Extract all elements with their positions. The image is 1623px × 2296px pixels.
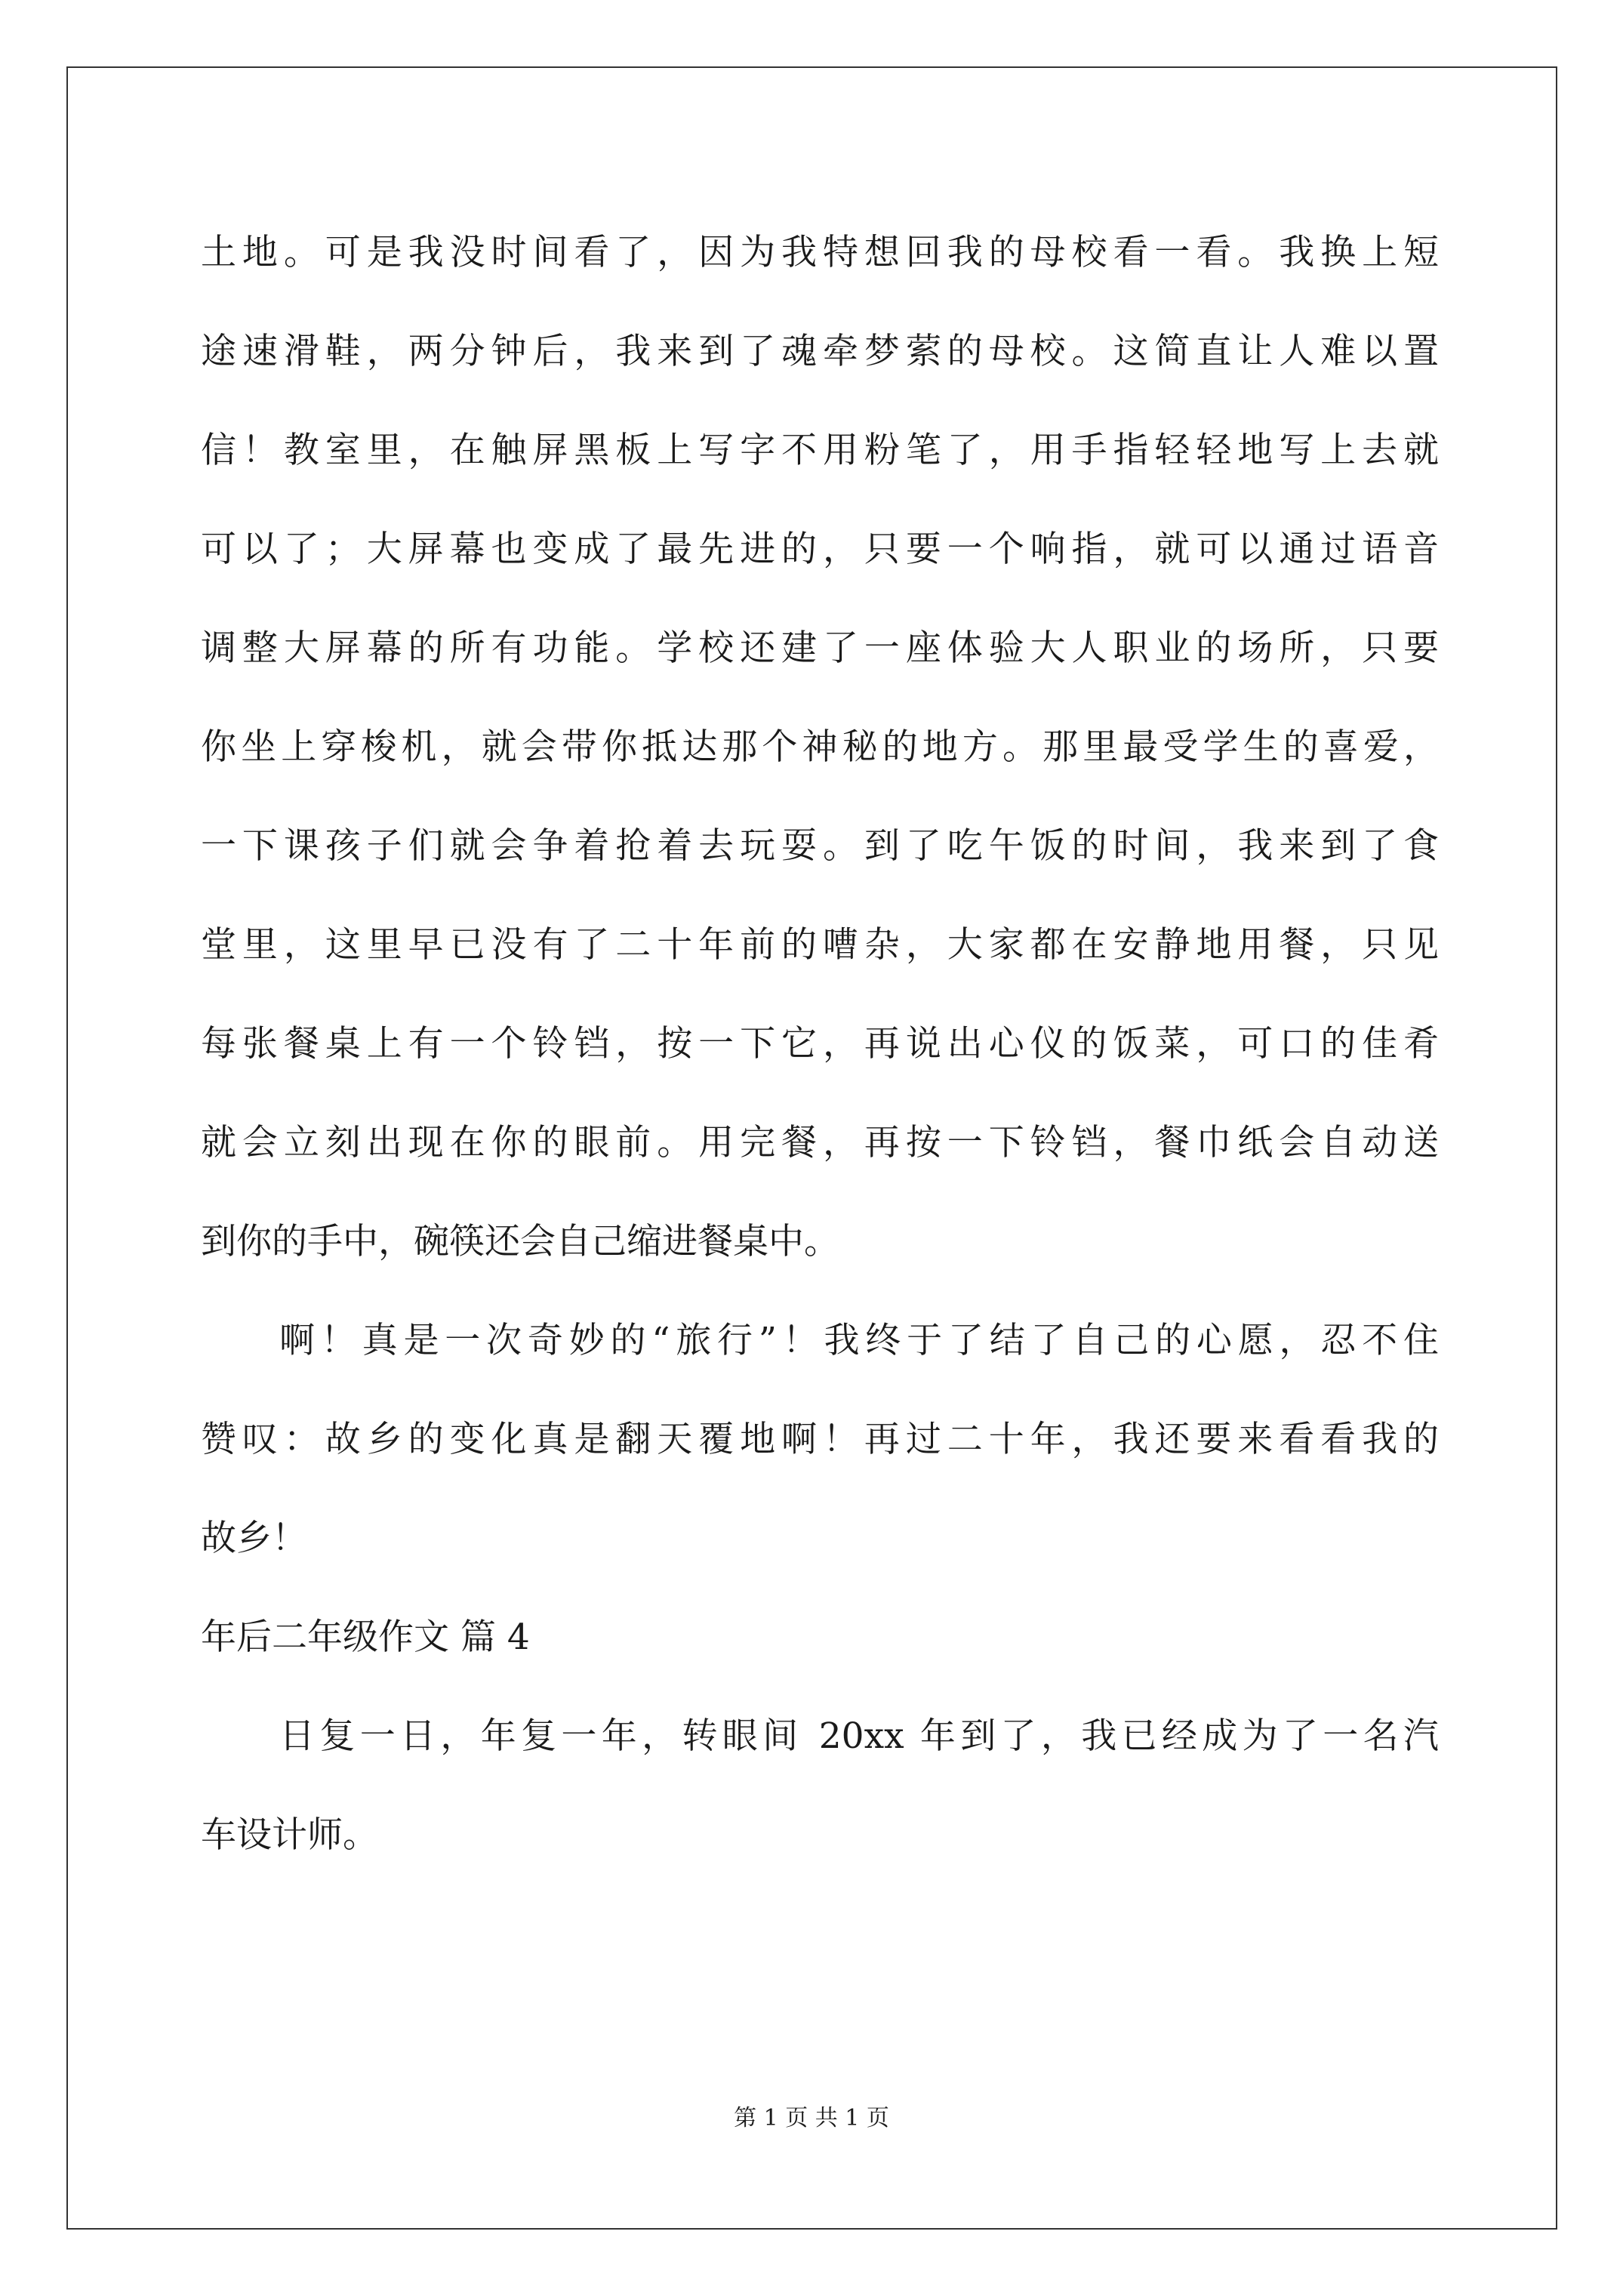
paragraph-2-line-1: 啊！真是一次奇妙的“旅行”！我终于了结了自己的心愿，忍不住 bbox=[279, 1320, 1439, 1361]
paragraph-1-line-10: 就会立刻出现在你的眼前。用完餐，再按一下铃铛，餐巾纸会自动送 bbox=[201, 1122, 1439, 1163]
paragraph-1-line-4: 可以了；大屏幕也变成了最先进的，只要一个响指，就可以通过语音 bbox=[201, 529, 1439, 570]
paragraph-1-line-11: 到你的手中，碗筷还会自己缩进餐桌中。 bbox=[201, 1221, 839, 1262]
section-heading: 年后二年级作文 篇 4 bbox=[201, 1616, 530, 1658]
paragraph-1-line-3: 信！教室里，在触屏黑板上写字不用粉笔了，用手指轻轻地写上去就 bbox=[201, 430, 1439, 471]
paragraph-1-line-9: 每张餐桌上有一个铃铛，按一下它，再说出心仪的饭菜，可口的佳肴 bbox=[201, 1023, 1439, 1065]
paragraph-1-line-5: 调整大屏幕的所有功能。学校还建了一座体验大人职业的场所，只要 bbox=[201, 627, 1439, 669]
paragraph-1-line-7: 一下课孩子们就会争着抢着去玩耍。到了吃午饭的时间，我来到了食 bbox=[201, 825, 1439, 867]
paragraph-1-line-6: 你坐上穿梭机，就会带你抵达那个神秘的地方。那里最受学生的喜爱， bbox=[201, 726, 1439, 768]
paragraph-1-line-8: 堂里，这里早已没有了二十年前的嘈杂，大家都在安静地用餐，只见 bbox=[201, 924, 1439, 966]
paragraph-3-line-1: 日复一日，年复一年，转眼间 20xx 年到了，我已经成为了一名汽 bbox=[279, 1715, 1439, 1757]
paragraph-1-line-2: 途速滑鞋，两分钟后，我来到了魂牵梦萦的母校。这简直让人难以置 bbox=[201, 331, 1439, 372]
paragraph-1-line-1: 土地。可是我没时间看了，因为我特想回我的母校看一看。我换上短 bbox=[201, 232, 1439, 273]
paragraph-2-line-2: 赞叹：故乡的变化真是翻天覆地啊！再过二十年，我还要来看看我的 bbox=[201, 1419, 1439, 1460]
paragraph-3-line-2: 车设计师。 bbox=[201, 1814, 378, 1856]
page-number-footer: 第 1 页 共 1 页 bbox=[734, 2105, 889, 2131]
paragraph-2-line-3: 故乡！ bbox=[201, 1518, 307, 1559]
